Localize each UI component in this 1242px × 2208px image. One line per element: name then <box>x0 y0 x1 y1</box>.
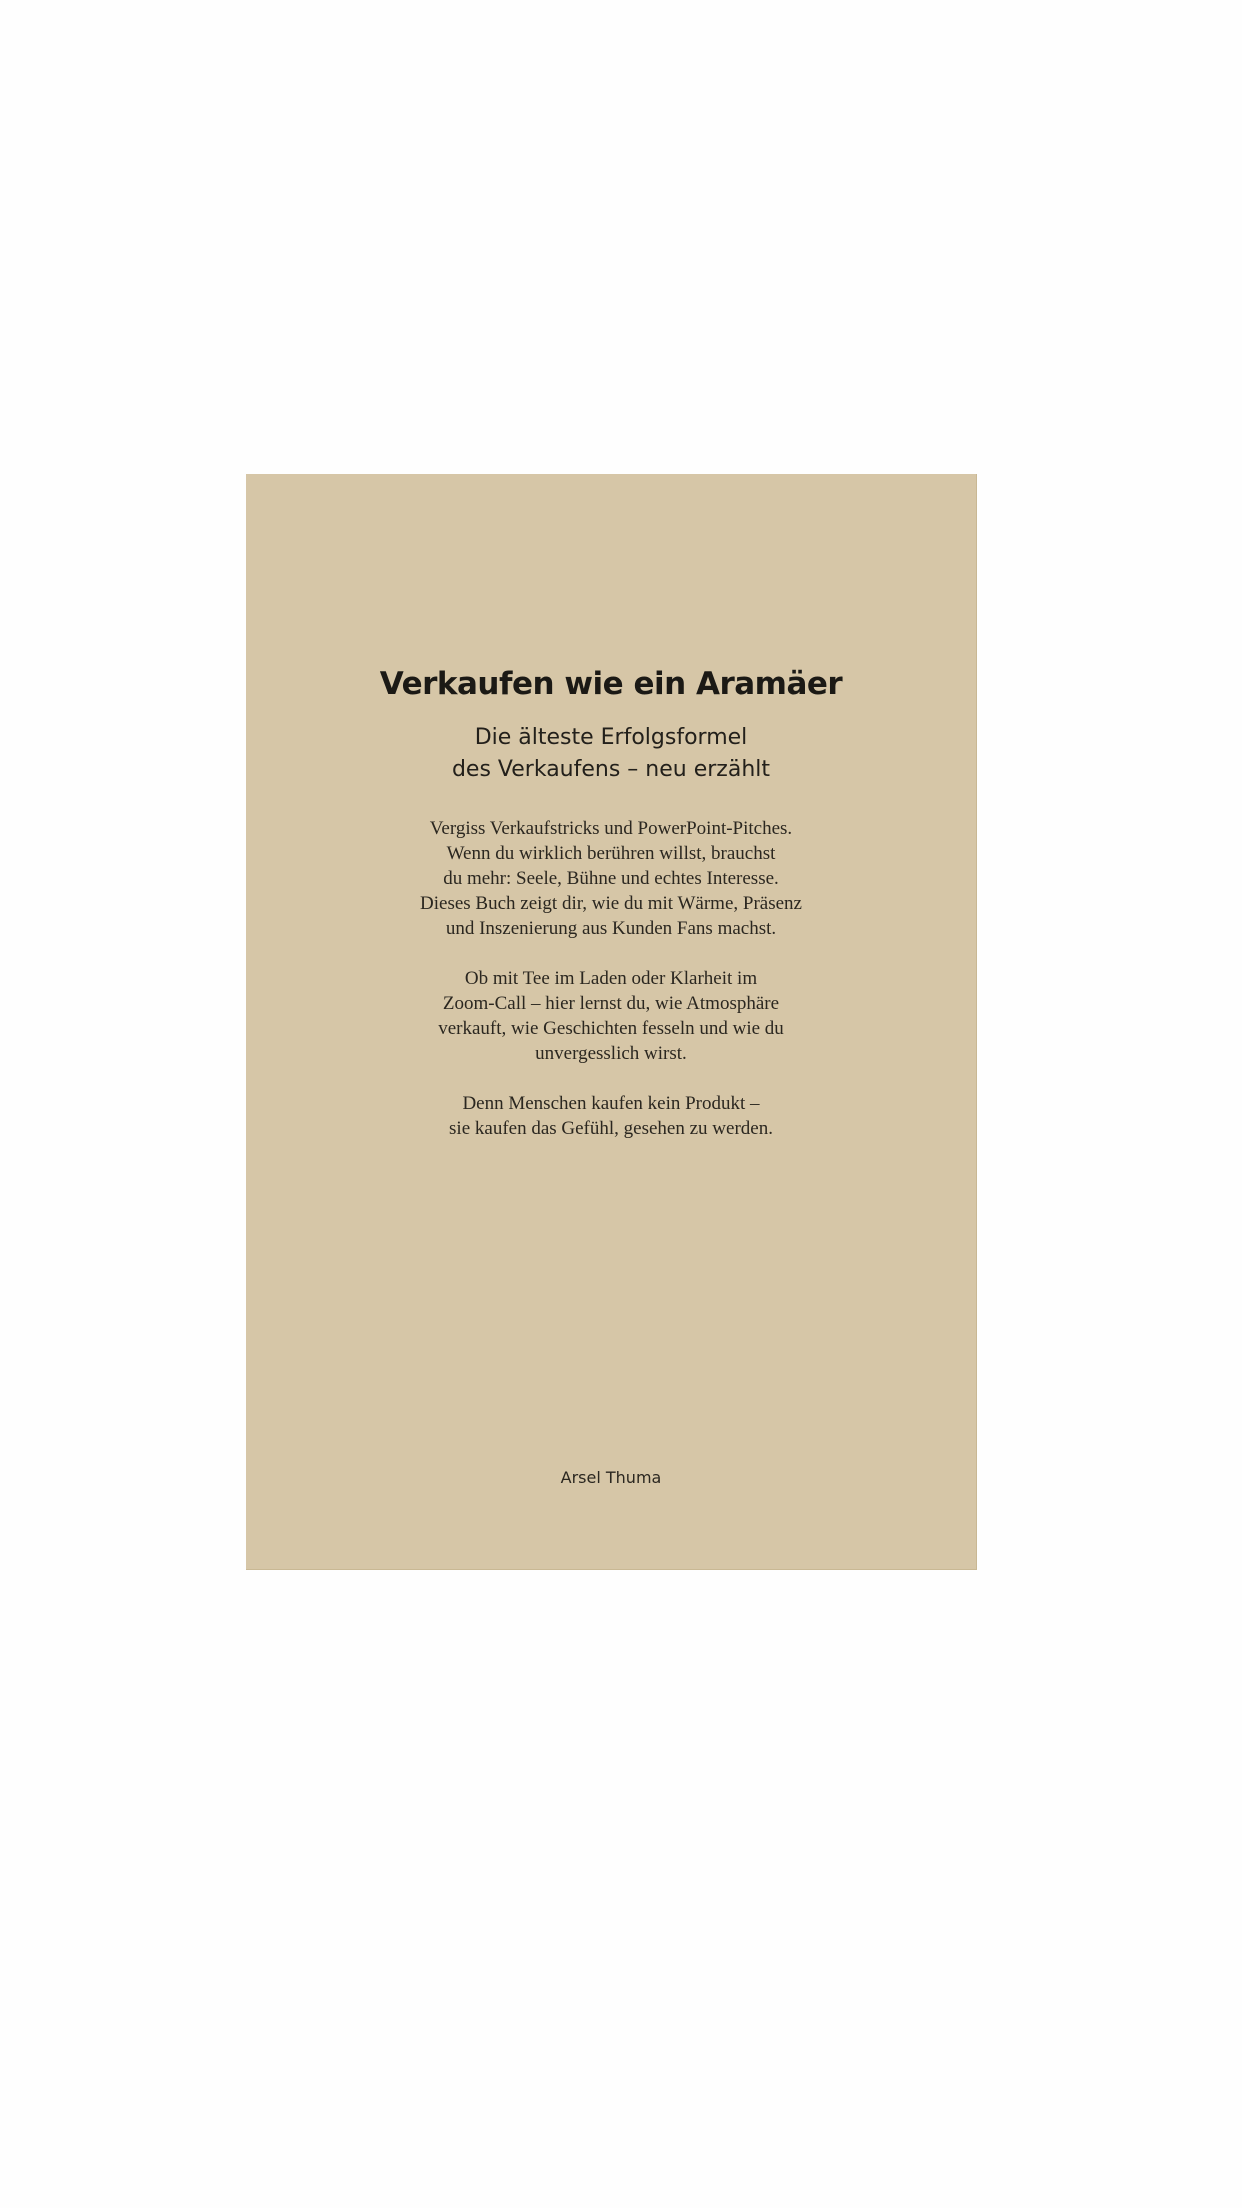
blurb-paragraph <box>246 966 976 1066</box>
blurb-line: Vergiss Verkaufstricks und PowerPoint-Pitches. <box>429 818 793 839</box>
subtitle-line: Die älteste Erfolgsformel <box>474 725 748 750</box>
author-name: Arsel Thuma <box>560 1468 662 1487</box>
book-back-cover <box>246 474 977 1570</box>
blurb-line: Wenn du wirklich berühren willst, brauchst <box>446 843 776 864</box>
blurb-line: Ob mit Tee im Laden oder Klarheit im <box>464 968 758 989</box>
blurb-line: Denn Menschen kaufen kein Produkt – <box>462 1093 760 1114</box>
blurb-line: du mehr: Seele, Bühne und echtes Interesse. <box>443 868 779 889</box>
blurb-paragraph <box>246 816 976 941</box>
blurb-line: verkauft, wie Geschichten fesseln und wie du <box>438 1018 784 1039</box>
blurb-line: sie kaufen das Gefühl, gesehen zu werden. <box>449 1118 773 1139</box>
blurb-line: Zoom-Call – hier lernst du, wie Atmosphäre <box>442 993 780 1014</box>
book-subtitle <box>246 722 976 786</box>
blurb-paragraph <box>246 1091 976 1141</box>
book-title: Verkaufen wie ein Aramäer <box>379 666 843 702</box>
blurb-line: Dieses Buch zeigt dir, wie du mit Wärme, Präsenz <box>420 893 802 914</box>
blurb-line: und Inszenierung aus Kunden Fans machst. <box>445 918 777 939</box>
blurb-line: unvergesslich wirst. <box>535 1043 687 1064</box>
subtitle-line: des Verkaufens – neu erzählt <box>451 757 771 782</box>
